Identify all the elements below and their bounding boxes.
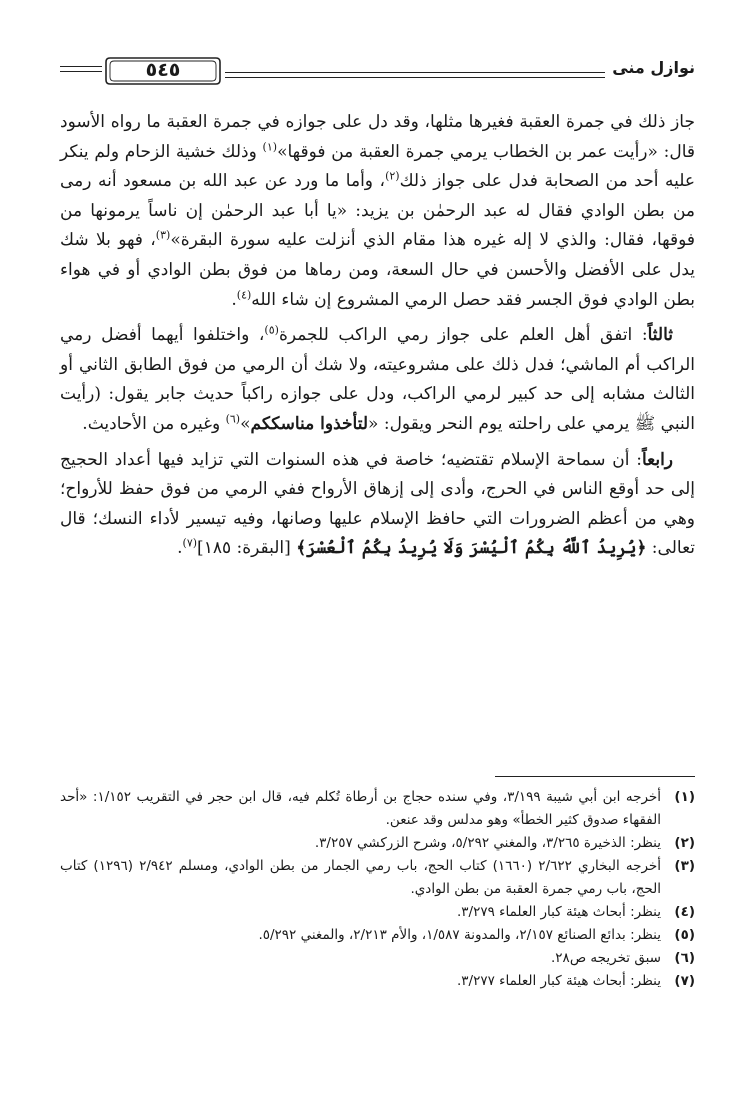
header-rule <box>60 66 102 67</box>
main-text <box>60 108 695 570</box>
text-run: » <box>240 413 251 434</box>
text-run: [البقرة: ١٨٥] <box>197 538 297 559</box>
section-lead: رابعاً <box>641 449 673 470</box>
footnote-text: ينظر: الذخيرة ٣/٢٦٥، والمغني ٥/٢٩٢، وشرح الزركشي ٣/٢٥٧. <box>314 835 661 851</box>
footnote-text: ينظر: بدائع الصنائع ٢/١٥٧، والمدونة ١/٥٨٧، والأم ٢/٢١٣، والمغني ٥/٢٩٢. <box>258 927 661 943</box>
page-number-frame <box>104 56 222 86</box>
footnote-number: (٦) <box>674 950 695 966</box>
header-rule <box>225 77 605 78</box>
footnote-ref[interactable]: (٦) <box>225 412 241 426</box>
footnote-item <box>60 901 695 924</box>
text-run: وغيره من الأحاديث. <box>82 413 226 434</box>
text-run: ، وأما ما ورد عن عبد الله بن مسعود أنه رمى من بطن الوادي فقال له عبد الرحمٰن بن يزيد: «يا أبا عبد الرحمٰن إن ناساً يرمونها من فوقها، فقال: والذي لا إله غيره هذا مقام الذي أنزلت عليه سورة البقرة» <box>60 171 695 251</box>
footnote-item <box>60 947 695 970</box>
page-number: ٥٤٥ <box>145 59 181 81</box>
footnote-text: ينظر: أبحاث هيئة كبار العلماء ٣/٢٧٩. <box>456 904 661 920</box>
page-header <box>60 52 695 96</box>
footnote-item <box>60 924 695 947</box>
footnote-ref[interactable]: (٤) <box>236 287 252 301</box>
running-title: نوازل منى <box>612 58 695 77</box>
text-run: : أن سماحة الإسلام تقتضيه؛ خاصة في هذه السنوات التي تزايد فيها أعداد الحجيج إلى حد أوقع الناس في الحرج، وأدى إلى إزهاق الأرواح ففي الرمي من فوق حفظ للأرواح؛ وهي من أعظم الضرورات التي حافظ الإسلام عليها وصانها، وفيه تيسير لأداء النسك؛ قال تعالى: <box>60 449 695 559</box>
header-rule <box>60 71 102 72</box>
footnote-number: (٤) <box>674 904 695 920</box>
footnote-ref[interactable]: (١) <box>262 139 278 153</box>
text-run: وذلك خشية الزحام ولم ينكر عليه أحد من الصحابة فدل على جواز ذلك <box>60 141 695 192</box>
footnote-number: (٥) <box>674 927 695 943</box>
footnote-item <box>60 786 695 832</box>
footnote-separator <box>495 776 695 777</box>
footnote-item <box>60 832 695 855</box>
footnote-ref[interactable]: (٥) <box>264 323 279 337</box>
text-run: ، واختلفوا أيهما أفضل رمي الراكب أم الماشي؛ فدل ذلك على مشروعيته، ولا شك أن الرمي من فوق الطابق الثاني أو الثالث مشابه إلى حد كبير لرمي الراكب، ودل على جوازه راكباً حديث جابر يقول: (رأيت النبي ﷺ يرمي على راحلته يوم النحر ويقول: « <box>60 325 695 434</box>
footnote-ref[interactable]: (٢) <box>385 169 400 183</box>
paragraph <box>60 446 695 564</box>
footnote-text: ينظر: أبحاث هيئة كبار العلماء ٣/٢٧٧. <box>456 973 661 989</box>
text-run: جاز ذلك في جمرة العقبة فغيرها مثلها، وقد دل على جوازه في جمرة العقبة ما رواه الأسود قال: «رأيت عمر بن الخطاب يرمي جمرة العقبة من فوقها» <box>60 112 695 162</box>
quran-verse: ﴿يُرِيدُ ٱللَّهُ بِكُمُ ٱلْيُسْرَ وَلَا يُرِيدُ بِكُمُ ٱلْعُسْرَ﴾ <box>296 538 647 559</box>
footnote-ref[interactable]: (٧) <box>182 536 198 550</box>
paragraph <box>60 321 695 439</box>
footnote-number: (٢) <box>674 835 695 851</box>
paragraph <box>60 108 695 315</box>
header-rule <box>225 72 605 73</box>
text-run: ، فهو بلا شك يدل على الأفضل والأحسن في حال السعة، ومن رماها من فوق بطن الوادي أو في هواء بطن الوادي فوق الجسر فقد حصل الرمي المشروع إن شاء الله <box>60 230 695 310</box>
text-run: . <box>177 538 183 559</box>
footnote-number: (٧) <box>674 973 695 989</box>
text-run: : اتفق أهل العلم على جواز رمي الراكب للجمرة <box>278 325 648 346</box>
text-run: . <box>231 289 237 310</box>
footnote-item <box>60 855 695 901</box>
footnote-item <box>60 970 695 993</box>
footnote-ref[interactable]: (٣) <box>155 228 171 242</box>
footnote-text: سبق تخريجه ص٢٨. <box>551 950 661 966</box>
footnote-text: أخرجه ابن أبي شيبة ٣/١٩٩، وفي سنده حجاج بن أرطاة تُكلم فيه، قال ابن حجر في التقريب ١/١٥٢: «أحد الفقهاء صدوق كثير الخطأ» وهو مدلس وقد عنعن. <box>60 789 661 828</box>
hadith-quote: لتأخذوا مناسككم <box>250 413 369 434</box>
footnote-text: أخرجه البخاري ٢/٦٢٢ (١٦٦٠) كتاب الحج، باب رمي الجمار من بطن الوادي، ومسلم ٢/٩٤٢ (١٢٩٦) كتاب الحج، باب رمي جمرة العقبة من بطن الوادي. <box>60 858 662 897</box>
footnote-number: (١) <box>674 789 695 805</box>
footnote-number: (٣) <box>674 858 695 874</box>
section-lead: ثالثاً <box>647 325 674 346</box>
footnotes <box>60 786 695 993</box>
